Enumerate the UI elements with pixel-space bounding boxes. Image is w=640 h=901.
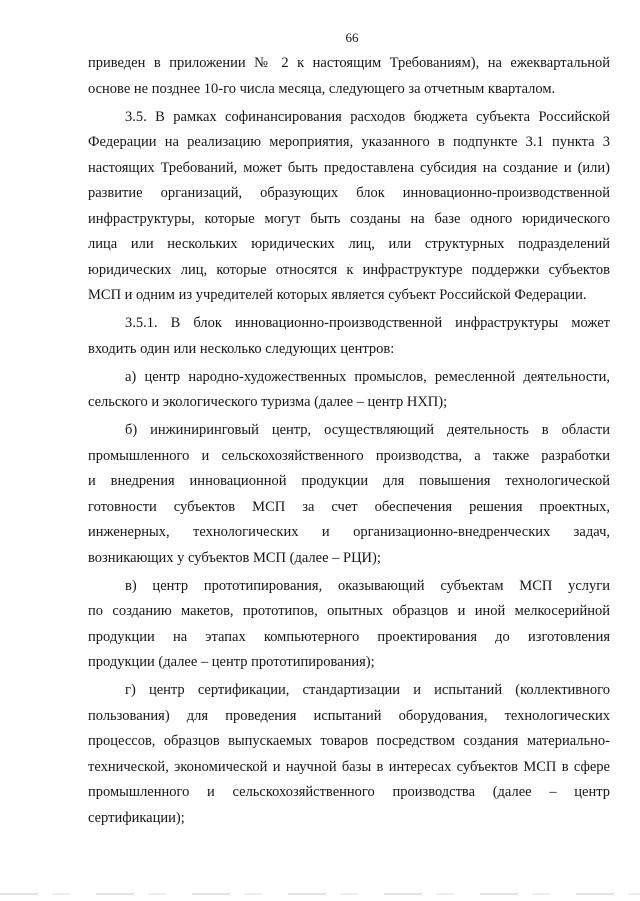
list-item-b xyxy=(88,418,610,571)
document-body xyxy=(88,51,610,831)
paragraph-3-5 xyxy=(88,105,610,309)
text-line: инфраструктуры, которые могут быть созданы на базе одного юридического xyxy=(88,210,610,227)
list-item-a xyxy=(88,365,610,416)
text-line: и внедрения инновационной продукции для повышения технологической xyxy=(88,473,610,489)
text-line: в) центр прототипирования, оказывающий субъектам МСП услуги xyxy=(125,577,610,594)
scan-artifact xyxy=(0,893,640,895)
text-line: продукции на этапах компьютерного проектирования до изготовления xyxy=(88,628,610,645)
text-line: сельского и экологического туризма (далее – центр НХП); xyxy=(88,394,448,410)
text-line: МСП и одним из учредителей которых является субъект Российской Федерации. xyxy=(88,287,587,303)
text-line: а) центр народно-художественных промыслов, ремесленной деятельности, xyxy=(125,368,610,385)
text-line: процессов, образцов выпускаемых товаров посредством создания материально- xyxy=(88,733,610,749)
text-line: основе не позднее 10-го числа месяца, следующего за отчетным кварталом. xyxy=(88,80,556,97)
paragraph-continuation xyxy=(88,51,610,102)
text-line: развитие организаций, образующих блок инновационно-производственной xyxy=(88,185,610,201)
text-line: готовности субъектов МСП за счет обеспечения решения проектных, xyxy=(88,498,610,515)
text-line: приведен в приложении № 2 к настоящим Требованиям), на ежеквартальной xyxy=(88,55,610,71)
text-line: возникающих у субъектов МСП (далее – РЦИ); xyxy=(88,549,381,566)
text-line: г) центр сертификации, стандартизации и испытаний (коллективного xyxy=(125,682,610,698)
text-line: сертификации); xyxy=(88,809,185,826)
text-line: лица или нескольких юридических лиц, или структурных подразделений xyxy=(88,236,610,252)
paragraph-3-5-1 xyxy=(88,311,610,362)
text-line: настоящих Требований, может быть предоставлена субсидия на создание и (или) xyxy=(88,159,610,176)
text-line: технической, экономической и научной базы в интересах субъектов МСП в сфере xyxy=(88,758,610,775)
text-line: промышленного и сельскохозяйственного производства (далее – центр xyxy=(88,784,610,800)
list-item-v xyxy=(88,574,610,676)
text-line: пользования) для проведения испытаний оборудования, технологических xyxy=(88,707,610,724)
text-line: Федерации на реализацию мероприятия, указанного в подпункте 3.1 пункта 3 xyxy=(88,134,610,150)
text-line: инженерных, технологических и организационно-внедренческих задач, xyxy=(88,524,610,540)
text-line: промышленного и сельскохозяйственного производства, а также разработки xyxy=(88,447,610,464)
text-line: по созданию макетов, прототипов, опытных образцов и иной мелкосерийной xyxy=(88,603,610,619)
text-line: входить один или несколько следующих центров: xyxy=(88,340,395,357)
text-line: 3.5. В рамках софинансирования расходов бюджета субъекта Российской xyxy=(125,108,610,125)
page-number: 66 xyxy=(345,30,359,45)
text-line: юридических лиц, которые относятся к инфраструктуре поддержки субъектов xyxy=(88,261,610,278)
text-line: 3.5.1. В блок инновационно-производственной инфраструктуры может xyxy=(125,315,610,331)
text-line: продукции (далее – центр прототипирования); xyxy=(88,654,375,670)
list-item-g xyxy=(88,678,610,831)
text-line: б) инжиниринговый центр, осуществляющий деятельность в области xyxy=(125,422,610,438)
